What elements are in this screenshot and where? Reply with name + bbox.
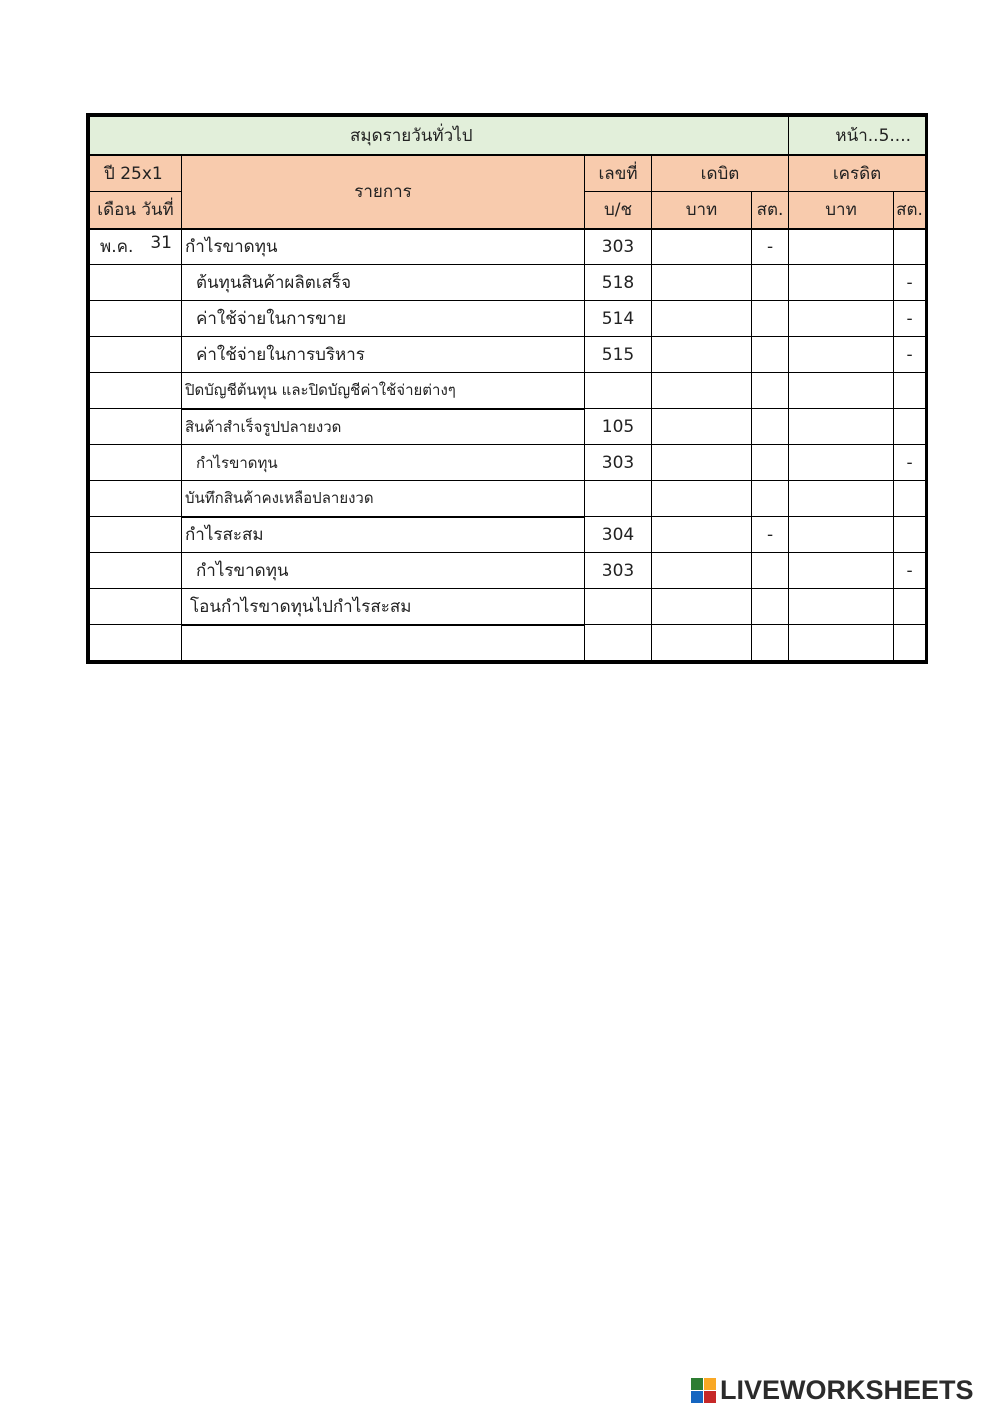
date-cell	[90, 265, 182, 301]
debit-baht-cell[interactable]	[652, 337, 752, 373]
day: 31	[150, 233, 172, 254]
description-cell[interactable]: บันทึกสินค้าคงเหลือปลายงวด	[182, 481, 585, 517]
table-row	[90, 517, 926, 553]
table-row	[90, 301, 926, 337]
description-cell[interactable]	[182, 625, 585, 661]
ref-cell[interactable]: 105	[585, 409, 652, 445]
credit-satang-cell[interactable]	[894, 589, 926, 625]
credit-satang-cell[interactable]	[894, 409, 926, 445]
ref-cell[interactable]	[585, 625, 652, 661]
ref-cell[interactable]	[585, 481, 652, 517]
credit-baht-cell[interactable]	[789, 265, 894, 301]
debit-satang-cell[interactable]	[752, 625, 789, 661]
description-cell[interactable]: กำไรขาดทุน	[182, 445, 585, 481]
date-cell	[90, 409, 182, 445]
date-cell	[90, 481, 182, 517]
description-cell[interactable]: สินค้าสำเร็จรูปปลายงวด	[182, 409, 585, 445]
description-cell[interactable]: ต้นทุนสินค้าผลิตเสร็จ	[182, 265, 585, 301]
journal-title: สมุดรายวันทั่วไป	[90, 117, 789, 155]
credit-satang-cell[interactable]: -	[894, 553, 926, 589]
debit-satang-cell[interactable]	[752, 337, 789, 373]
debit-satang-cell[interactable]	[752, 373, 789, 409]
liveworksheets-logo	[691, 1376, 974, 1404]
table-row	[90, 481, 926, 517]
description-cell[interactable]: กำไรสะสม	[182, 517, 585, 553]
credit-baht-cell[interactable]	[789, 589, 894, 625]
credit-satang-cell[interactable]	[894, 373, 926, 409]
description-header: รายการ	[182, 155, 585, 229]
credit-baht-cell[interactable]	[789, 481, 894, 517]
credit-header: เครดิต	[789, 155, 926, 192]
debit-satang-cell[interactable]	[752, 553, 789, 589]
header-row-1	[90, 155, 926, 192]
credit-satang-cell[interactable]: -	[894, 445, 926, 481]
debit-baht-cell[interactable]	[652, 373, 752, 409]
table-row	[90, 625, 926, 661]
credit-baht-cell[interactable]	[789, 517, 894, 553]
ref-cell[interactable]: 518	[585, 265, 652, 301]
table-row	[90, 229, 926, 265]
table-row	[90, 553, 926, 589]
page-number: หน้า..5....	[789, 117, 926, 155]
credit-satang-cell[interactable]: -	[894, 265, 926, 301]
general-journal	[86, 113, 928, 664]
credit-satang-cell[interactable]: -	[894, 337, 926, 373]
debit-baht-cell[interactable]	[652, 229, 752, 265]
table-row	[90, 445, 926, 481]
credit-baht-cell[interactable]	[789, 553, 894, 589]
description-cell[interactable]: กำไรขาดทุน	[182, 229, 585, 265]
date-cell	[90, 589, 182, 625]
credit-baht-cell[interactable]	[789, 445, 894, 481]
ref-cell[interactable]: 303	[585, 553, 652, 589]
description-cell[interactable]: ค่าใช้จ่ายในการบริหาร	[182, 337, 585, 373]
debit-baht-cell[interactable]	[652, 301, 752, 337]
debit-satang-cell[interactable]	[752, 481, 789, 517]
ref-cell[interactable]: 514	[585, 301, 652, 337]
ref-cell[interactable]	[585, 589, 652, 625]
credit-satang-cell[interactable]	[894, 625, 926, 661]
description-cell[interactable]: ค่าใช้จ่ายในการขาย	[182, 301, 585, 337]
logo-text: LIVEWORKSHEETS	[720, 1374, 974, 1405]
table-row	[90, 409, 926, 445]
credit-baht-cell[interactable]	[789, 373, 894, 409]
date-cell	[90, 229, 182, 265]
description-cell[interactable]: ปิดบัญชีต้นทุน และปิดบัญชีค่าใช้จ่ายต่างๆ	[182, 373, 585, 409]
ref-cell[interactable]: 515	[585, 337, 652, 373]
debit-baht-cell[interactable]	[652, 625, 752, 661]
date-cell	[90, 553, 182, 589]
credit-satang-cell[interactable]	[894, 517, 926, 553]
debit-baht-cell[interactable]	[652, 409, 752, 445]
debit-baht-cell[interactable]	[652, 265, 752, 301]
debit-satang-cell[interactable]	[752, 301, 789, 337]
journal-table	[89, 116, 926, 661]
date-cell	[90, 625, 182, 661]
table-row	[90, 337, 926, 373]
description-cell[interactable]: กำไรขาดทุน	[182, 553, 585, 589]
description-cell[interactable]: โอนกำไรขาดทุนไปกำไรสะสม	[182, 589, 585, 625]
credit-baht-header: บาท	[789, 192, 894, 229]
debit-baht-cell[interactable]	[652, 553, 752, 589]
credit-baht-cell[interactable]	[789, 337, 894, 373]
credit-satang-cell[interactable]	[894, 229, 926, 265]
table-row	[90, 589, 926, 625]
month: พ.ค.	[100, 237, 134, 258]
debit-header: เดบิต	[652, 155, 789, 192]
ref-header-bottom: บ/ช	[585, 192, 652, 229]
credit-satang-header: สต.	[894, 192, 926, 229]
debit-baht-header: บาท	[652, 192, 752, 229]
date-cell	[90, 337, 182, 373]
debit-satang-cell[interactable]	[752, 265, 789, 301]
month-day-header: เดือน วันที่	[90, 192, 182, 229]
credit-baht-cell[interactable]	[789, 229, 894, 265]
debit-satang-header: สต.	[752, 192, 789, 229]
credit-baht-cell[interactable]	[789, 409, 894, 445]
date-cell	[90, 445, 182, 481]
debit-baht-cell[interactable]	[652, 445, 752, 481]
debit-baht-cell[interactable]	[652, 481, 752, 517]
debit-baht-cell[interactable]	[652, 589, 752, 625]
credit-baht-cell[interactable]	[789, 301, 894, 337]
debit-satang-cell[interactable]	[752, 409, 789, 445]
date-cell	[90, 373, 182, 409]
ref-header-top: เลขที่	[585, 155, 652, 192]
title-row	[90, 117, 926, 155]
debit-baht-cell[interactable]	[652, 517, 752, 553]
debit-satang-cell[interactable]	[752, 589, 789, 625]
table-row	[90, 265, 926, 301]
credit-baht-cell[interactable]	[789, 625, 894, 661]
ref-cell[interactable]: 304	[585, 517, 652, 553]
table-row	[90, 373, 926, 409]
debit-satang-cell[interactable]: -	[752, 229, 789, 265]
debit-satang-cell[interactable]: -	[752, 517, 789, 553]
logo-mark-icon	[691, 1378, 716, 1403]
debit-satang-cell[interactable]	[752, 445, 789, 481]
ref-cell[interactable]	[585, 373, 652, 409]
ref-cell[interactable]: 303	[585, 229, 652, 265]
credit-satang-cell[interactable]: -	[894, 301, 926, 337]
date-cell	[90, 301, 182, 337]
date-cell	[90, 517, 182, 553]
credit-satang-cell[interactable]	[894, 481, 926, 517]
year-header: ปี 25x1	[90, 155, 182, 192]
ref-cell[interactable]: 303	[585, 445, 652, 481]
